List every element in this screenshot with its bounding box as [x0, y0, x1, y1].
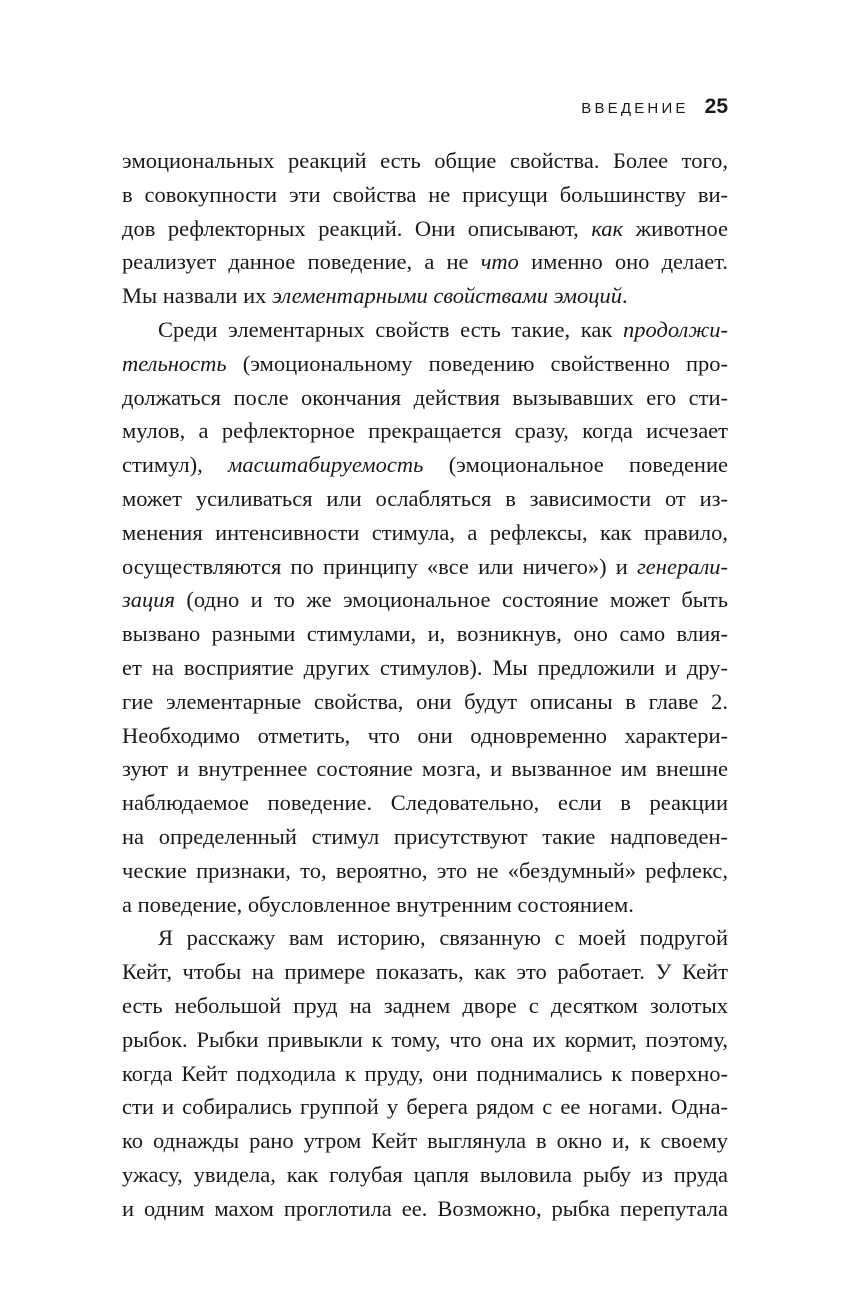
text-line: должаться после окончания действия вызывавших его сти- [122, 384, 728, 410]
section-title: ВВЕДЕНИЕ [581, 100, 689, 117]
text-line: Мы назвали их элементарными свойствами эмоций. [122, 283, 628, 309]
text-line: реализует данное поведение, а не что именно оно делает. [122, 249, 728, 275]
text-line: Кейт, чтобы на примере показать, как это работает. У Кейт [122, 959, 728, 985]
text-line: сти и собирались группой у берега рядом с ее ногами. Одна- [122, 1094, 728, 1120]
italic-term: что [480, 249, 519, 275]
italic-term: элементарными свойствами эмоций [272, 283, 623, 309]
text-line: зуют и внутреннее состояние мозга, и вызванное им внешне [122, 756, 728, 782]
text-line: Необходимо отметить, что они одновременно характери- [122, 722, 728, 748]
text-line: а поведение, обусловленное внутренним состоянием. [122, 891, 634, 917]
text-line: ужасу, увидела, как голубая цапля выловила рыбу из пруда [122, 1161, 728, 1187]
text-line: вызвано разными стимулами, и, возникнув, оно само влия- [122, 621, 728, 647]
text-line: зация (одно и то же эмоциональное состояние может быть [122, 587, 728, 613]
text-line: менения интенсивности стимула, а рефлексы, как правило, [122, 519, 728, 545]
text-line: может усиливаться или ослабляться в зависимости от из- [122, 485, 728, 511]
text-line: тельность (эмоциональному поведению свойственно про- [122, 350, 728, 376]
text-line: дов рефлекторных реакций. Они описывают, как животное [122, 215, 728, 241]
text-line: и одним махом проглотила ее. Возможно, рыбка перепутала [122, 1195, 728, 1221]
italic-term: как [591, 215, 624, 241]
italic-term: масштабируемость [228, 452, 424, 478]
italic-term: тельность [122, 350, 227, 376]
text-line: когда Кейт подходила к пруду, они поднимались к поверхно- [122, 1060, 728, 1086]
text-line: Я расскажу вам историю, связанную с моей подругой [158, 925, 728, 951]
italic-term: продолжи- [622, 316, 728, 342]
text-line: эмоциональных реакций есть общие свойства. Более того, [122, 148, 728, 173]
text-line: стимул), масштабируемость (эмоциональное поведение [122, 452, 728, 478]
running-head [122, 95, 728, 119]
text-line: ет на восприятие других стимулов). Мы предложили и дру- [122, 654, 728, 680]
body-text [122, 144, 728, 1226]
text-line: осуществляются по принципу «все или ничего») и генерали- [122, 553, 728, 579]
text-line: наблюдаемое поведение. Следовательно, если в реакции [122, 790, 728, 816]
italic-term: генерали- [637, 553, 728, 579]
text-line: ко однажды рано утром Кейт выглянула в окно и, к своему [122, 1128, 728, 1154]
text-line: рыбок. Рыбки привыкли к тому, что она их кормит, поэтому, [122, 1026, 728, 1052]
text-line: Среди элементарных свойств есть такие, как продолжи- [158, 316, 728, 342]
text-line: в совокупности эти свойства не присущи большинству ви- [122, 181, 728, 207]
page-number: 25 [704, 95, 728, 118]
text-line: мулов, а рефлекторное прекращается сразу, когда исчезает [122, 418, 728, 444]
text-line: на определенный стимул присутствуют такие надповеден- [122, 823, 728, 849]
text-line: гие элементарные свойства, они будут описаны в главе 2. [122, 688, 728, 714]
italic-term: зация [122, 587, 175, 613]
text-line: есть небольшой пруд на заднем дворе с десятком золотых [122, 992, 728, 1018]
text-line: ческие признаки, то, вероятно, это не «бездумный» рефлекс, [122, 857, 728, 883]
